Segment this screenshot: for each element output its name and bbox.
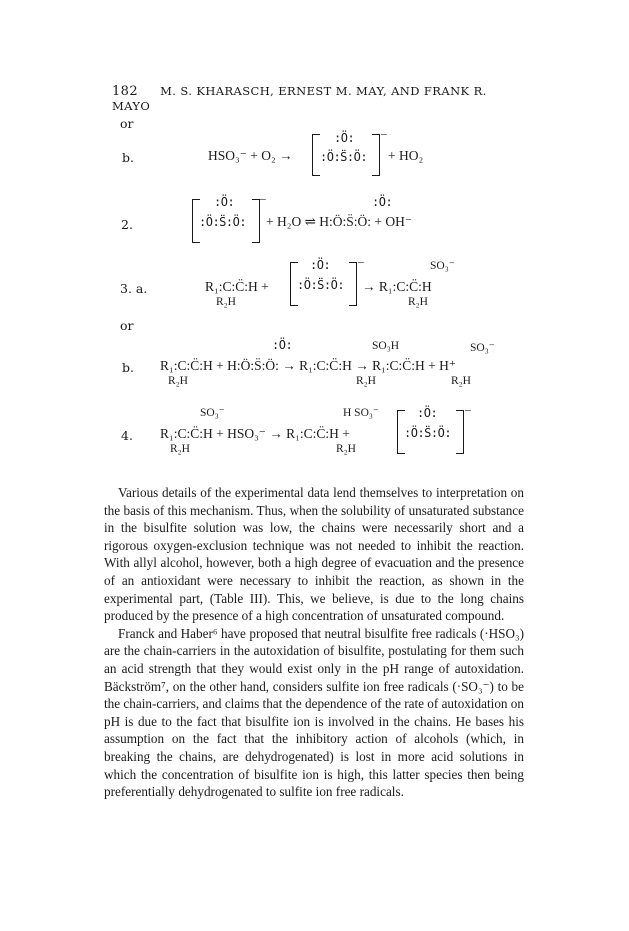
page-number: 182 [112, 84, 139, 99]
running-title: M. S. KHARASCH, ERNEST M. MAY, AND FRANK R. MAYO [112, 84, 487, 113]
eq-3a-label: 3. a. [120, 281, 148, 296]
running-header [112, 84, 512, 113]
eq-3b-sub-2: R₂H [356, 375, 376, 387]
radical-charge: – [381, 128, 387, 140]
bracket-left [312, 134, 320, 176]
eq-4-sub-2: R₂H [336, 443, 356, 455]
radical-top: :Ö: [417, 406, 438, 420]
radical-top: :Ö: [214, 195, 235, 209]
or-label-2: or [120, 318, 134, 333]
eq-4-line: R₁:C:C̈:H + HSO₃⁻ → R₁:C:C̈:H + [160, 426, 350, 441]
eq-3b-sub-1: R₂H [168, 375, 188, 387]
radical-mid: :Ö:S̈:Ö: [320, 150, 368, 164]
radical-top: :Ö: [334, 131, 355, 145]
eq-3a-left: R₁:C:C̈:H + [205, 279, 269, 294]
bracket-right [456, 410, 464, 454]
radical-top: :Ö: [310, 258, 331, 272]
bracket-right [372, 134, 380, 176]
eq-3b-top-o: :Ö: [272, 338, 293, 352]
radical-charge: – [358, 256, 364, 268]
eq-3b-line: R₁:C:C̈:H + H:Ö:S̈:Ö: → R₁:C:C̈:H → R₁:C:C̈:H + H⁺ [160, 358, 457, 373]
paragraph-1: Various details of the experimental data lend themselves to interpretation on the basis of this mechanism. Thus, when the solubility of unsaturated substance in the bisulfite solution was low, the chains were necessarily short and a rigorous oxygen-exclusion technique was not needed to inhibit the reaction. With allyl alcohol, however, both a high degree of evacuation and the presence of an antioxidant were necessary to inhibit the reaction, as shown in the experimental part, (Table III). This, we believe, is due to the long chains produced by the presence of a high concentration of unsaturated compound. [104, 485, 524, 624]
eq-2-top-o: :Ö: [372, 195, 393, 209]
paragraph-2: Franck and Haber⁶ have proposed that neutral bisulfite free radicals (·HSO₃) are the chain-carriers in the autoxidation of bisulfite, postulating for them such an acid strength that they would exist only in the pH range of autoxidation. Bäckström⁷, on the other hand, considers sulfite ion free radicals (·SO₃⁻) to be the chain-carriers, and claims that the dependence of the rate of autoxidation on pH is due to the fact that bisulfite ion is involved in the chains. He bases his assumption on the fact that the inhibitory action of alcohols (which, in breaking the chains, are dehydrogenated) is lost in more acid solutions in which the concentration of bisulfite ion is high, this latter species then being preferentially dehydrogenated to sulfite ion free radicals. [104, 625, 524, 800]
bracket-right [252, 199, 260, 243]
eq-3b-label: b. [122, 360, 134, 375]
eq-1b-left: HSO₃⁻ + O₂ → [208, 148, 293, 163]
body-text [104, 484, 524, 801]
eq-3b-top-so3h: SO₃H [372, 340, 400, 352]
eq-4-top-2: H SO₃⁻ [343, 407, 379, 419]
radical-charge: – [260, 193, 266, 205]
eq-3b-top-so3: SO₃⁻ [470, 342, 495, 354]
eq-4-top-1: SO₃⁻ [200, 407, 225, 419]
eq-3a-right-top: SO₃⁻ [430, 260, 455, 272]
eq-3a-left-sub: R₂H [216, 296, 236, 308]
eq-1b-right: + HO₂ [388, 148, 424, 163]
eq-3b-sub-3: R₂H [451, 375, 471, 387]
radical-mid: :Ö:S̈:Ö: [199, 215, 247, 229]
eq-2-mid: + H₂O ⇌ H:Ö:S̈:Ö: + OH⁻ [266, 214, 413, 229]
eq-3a-right-sub: R₂H [408, 296, 428, 308]
eq-3a-right: → R₁:C:C̈:H [362, 279, 432, 294]
radical-mid: :Ö:S̈:Ö: [404, 426, 452, 440]
bracket-right [349, 262, 357, 306]
eq-1b-label: b. [122, 150, 134, 165]
or-label-1: or [120, 116, 134, 131]
eq-4-label: 4. [121, 428, 133, 443]
radical-mid: :Ö:S̈:Ö: [297, 278, 345, 292]
eq-2-label: 2. [121, 217, 133, 232]
eq-4-sub-1: R₂H [170, 443, 190, 455]
radical-charge: – [465, 404, 471, 416]
